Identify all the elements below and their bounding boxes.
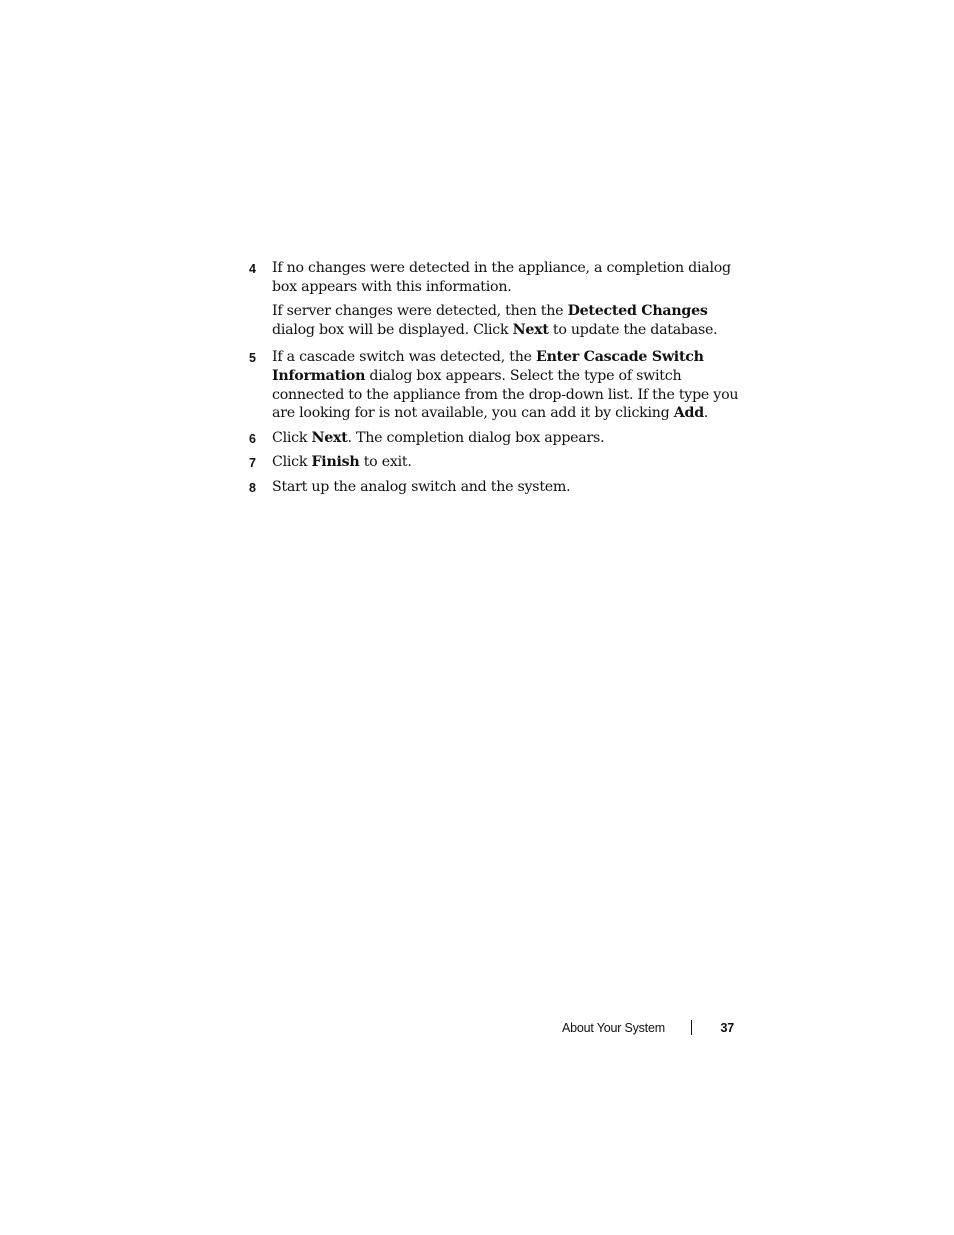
step-number: 7 — [249, 456, 256, 471]
step-paragraph — [272, 478, 739, 497]
ui-term-enter-cascade-switch-information: Enter Cascade Switch Information — [272, 349, 704, 384]
procedure-steps — [249, 259, 739, 497]
step-text: If no changes were detected in the appliance, a completion dialog box appears with this information. — [272, 260, 731, 295]
step-text: Start up the analog switch and the system. — [272, 478, 571, 495]
footer-divider — [691, 1020, 692, 1035]
ui-term-next: Next — [311, 429, 348, 446]
step-text: Click — [272, 429, 312, 446]
step-number: 8 — [249, 480, 256, 495]
step-text: Click — [272, 454, 312, 471]
step-paragraph — [272, 302, 739, 339]
footer-section-title: About Your System — [562, 1021, 665, 1035]
ui-term-add: Add — [673, 405, 704, 422]
ui-term-finish: Finish — [311, 454, 360, 471]
step-4 — [249, 259, 739, 339]
step-7 — [249, 453, 739, 472]
step-6 — [249, 429, 739, 448]
step-paragraph — [272, 348, 739, 422]
page-number: 37 — [720, 1021, 734, 1035]
step-5 — [249, 348, 739, 422]
ui-term-next: Next — [512, 321, 549, 338]
step-text: . The completion dialog box appears. — [347, 429, 605, 446]
step-paragraph — [272, 429, 739, 448]
step-paragraph — [272, 259, 739, 296]
page-footer — [560, 1019, 735, 1039]
step-number: 4 — [249, 262, 256, 276]
step-text: If server changes were detected, then the — [272, 303, 568, 320]
step-number: 5 — [249, 351, 256, 366]
step-text: to update the database. — [548, 321, 718, 338]
step-text: . — [703, 405, 709, 422]
step-paragraph — [272, 453, 739, 472]
step-text: to exit. — [359, 454, 412, 471]
step-text: If a cascade switch was detected, the — [272, 349, 537, 366]
step-number: 6 — [249, 431, 256, 446]
ui-term-detected-changes: Detected Changes — [567, 303, 708, 320]
step-8 — [249, 478, 739, 497]
step-text: dialog box appears. Select the type of switch connected to the appliance from the drop-down list. If the type you are looking for is not available, you can add it by clicking — [272, 367, 739, 422]
step-text: dialog box will be displayed. Click — [272, 321, 513, 338]
